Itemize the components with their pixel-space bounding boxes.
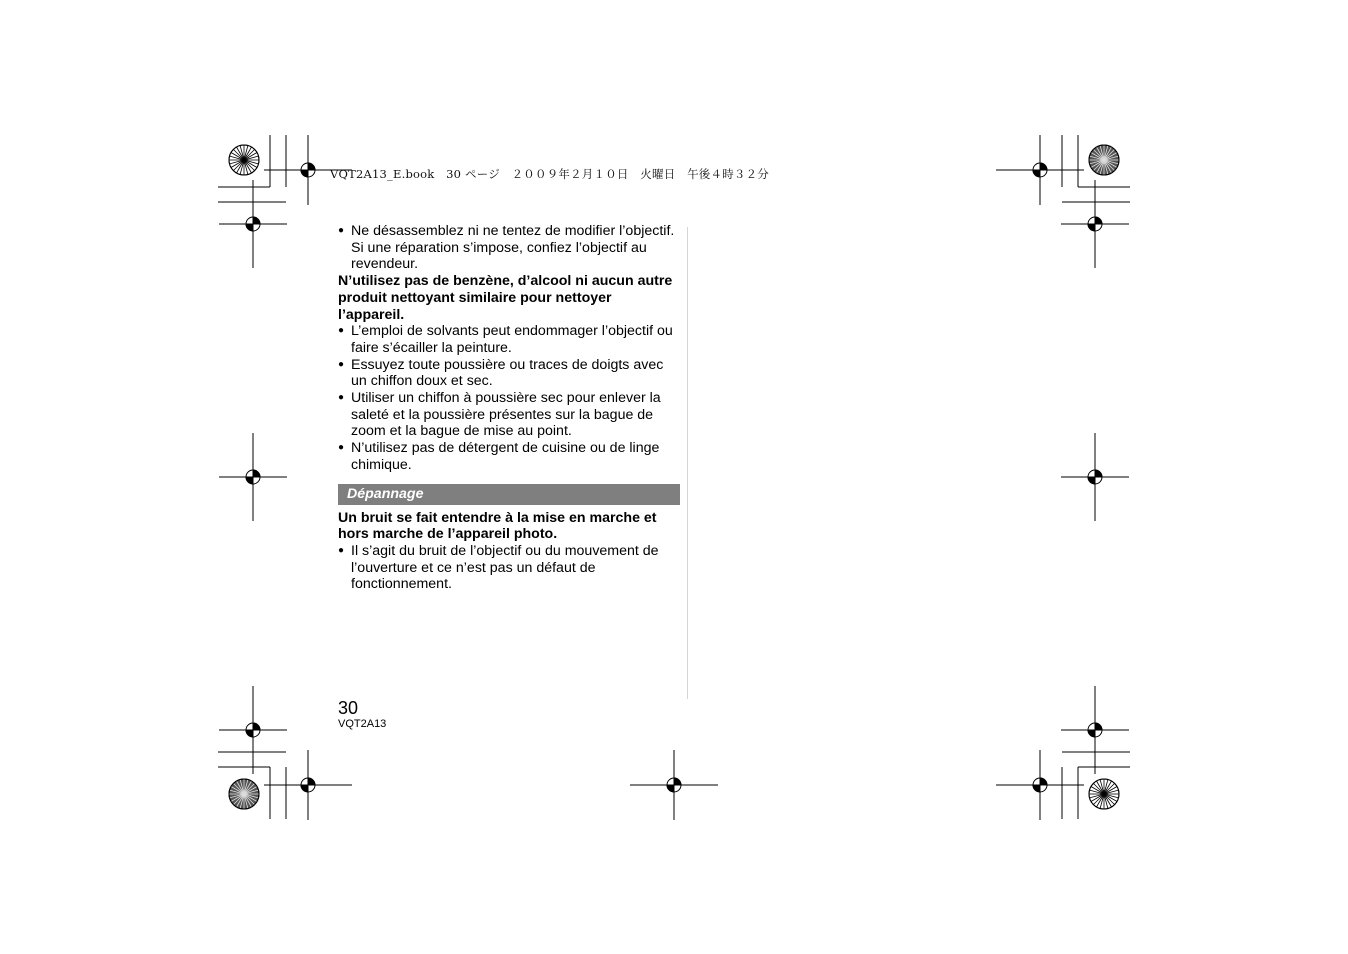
bullet-item: ● L’emploi de solvants peut endommager l’objectif ou faire s’écailler la peinture. [338, 323, 680, 356]
registration-crosshair [219, 433, 287, 521]
color-target-icon [229, 779, 259, 809]
registration-crosshair [219, 180, 287, 268]
registration-crosshair [1061, 433, 1129, 521]
section-title-bar: Dépannage [338, 484, 680, 505]
column-divider [687, 227, 688, 699]
text-column [338, 223, 680, 593]
registration-crosshair [996, 135, 1084, 205]
color-target-icon [1089, 779, 1119, 809]
bullet-item: ● Ne désassemblez ni ne tentez de modifier l’objectif. Si une réparation s’impose, confiez l’objectif au revendeur. [338, 223, 680, 273]
registration-crosshair [219, 686, 287, 774]
page-number: 30 [338, 698, 359, 718]
warning-heading: N’utilisez pas de benzène, d’alcool ni aucun autre produit nettoyant similaire pour nettoyer l’appareil. [338, 273, 673, 323]
registration-crosshair [1061, 686, 1129, 774]
bullet-item: ● N’utilisez pas de détergent de cuisine ou de linge chimique. [338, 440, 680, 473]
color-target-icon [229, 145, 259, 175]
bullet-item: ● Il s’agit du bruit de l’objectif ou du mouvement de l’ouverture et ce n’est pas un défaut de fonctionnement. [338, 543, 680, 593]
model-code: VQT2A13 [338, 718, 387, 730]
bullet-item: ● Essuyez toute poussière ou traces de doigts avec un chiffon doux et sec. [338, 357, 680, 390]
question-heading: Un bruit se fait entendre à la mise en marche et hors marche de l’appareil photo. [338, 509, 657, 543]
registration-crosshair [996, 750, 1084, 820]
registration-crosshair [264, 750, 352, 820]
registration-crosshair [630, 750, 718, 820]
print-header: VQT2A13_E.book 30 ページ ２００９年２月１０日 火曜日 午後４時３２分 [330, 167, 769, 181]
registration-crosshair [1061, 180, 1129, 268]
color-target-icon [1089, 145, 1119, 175]
bullet-item: ● Utiliser un chiffon à poussière sec pour enlever la saleté et la poussière présentes sur la bague de zoom et la bague de mise au point. [338, 390, 680, 440]
